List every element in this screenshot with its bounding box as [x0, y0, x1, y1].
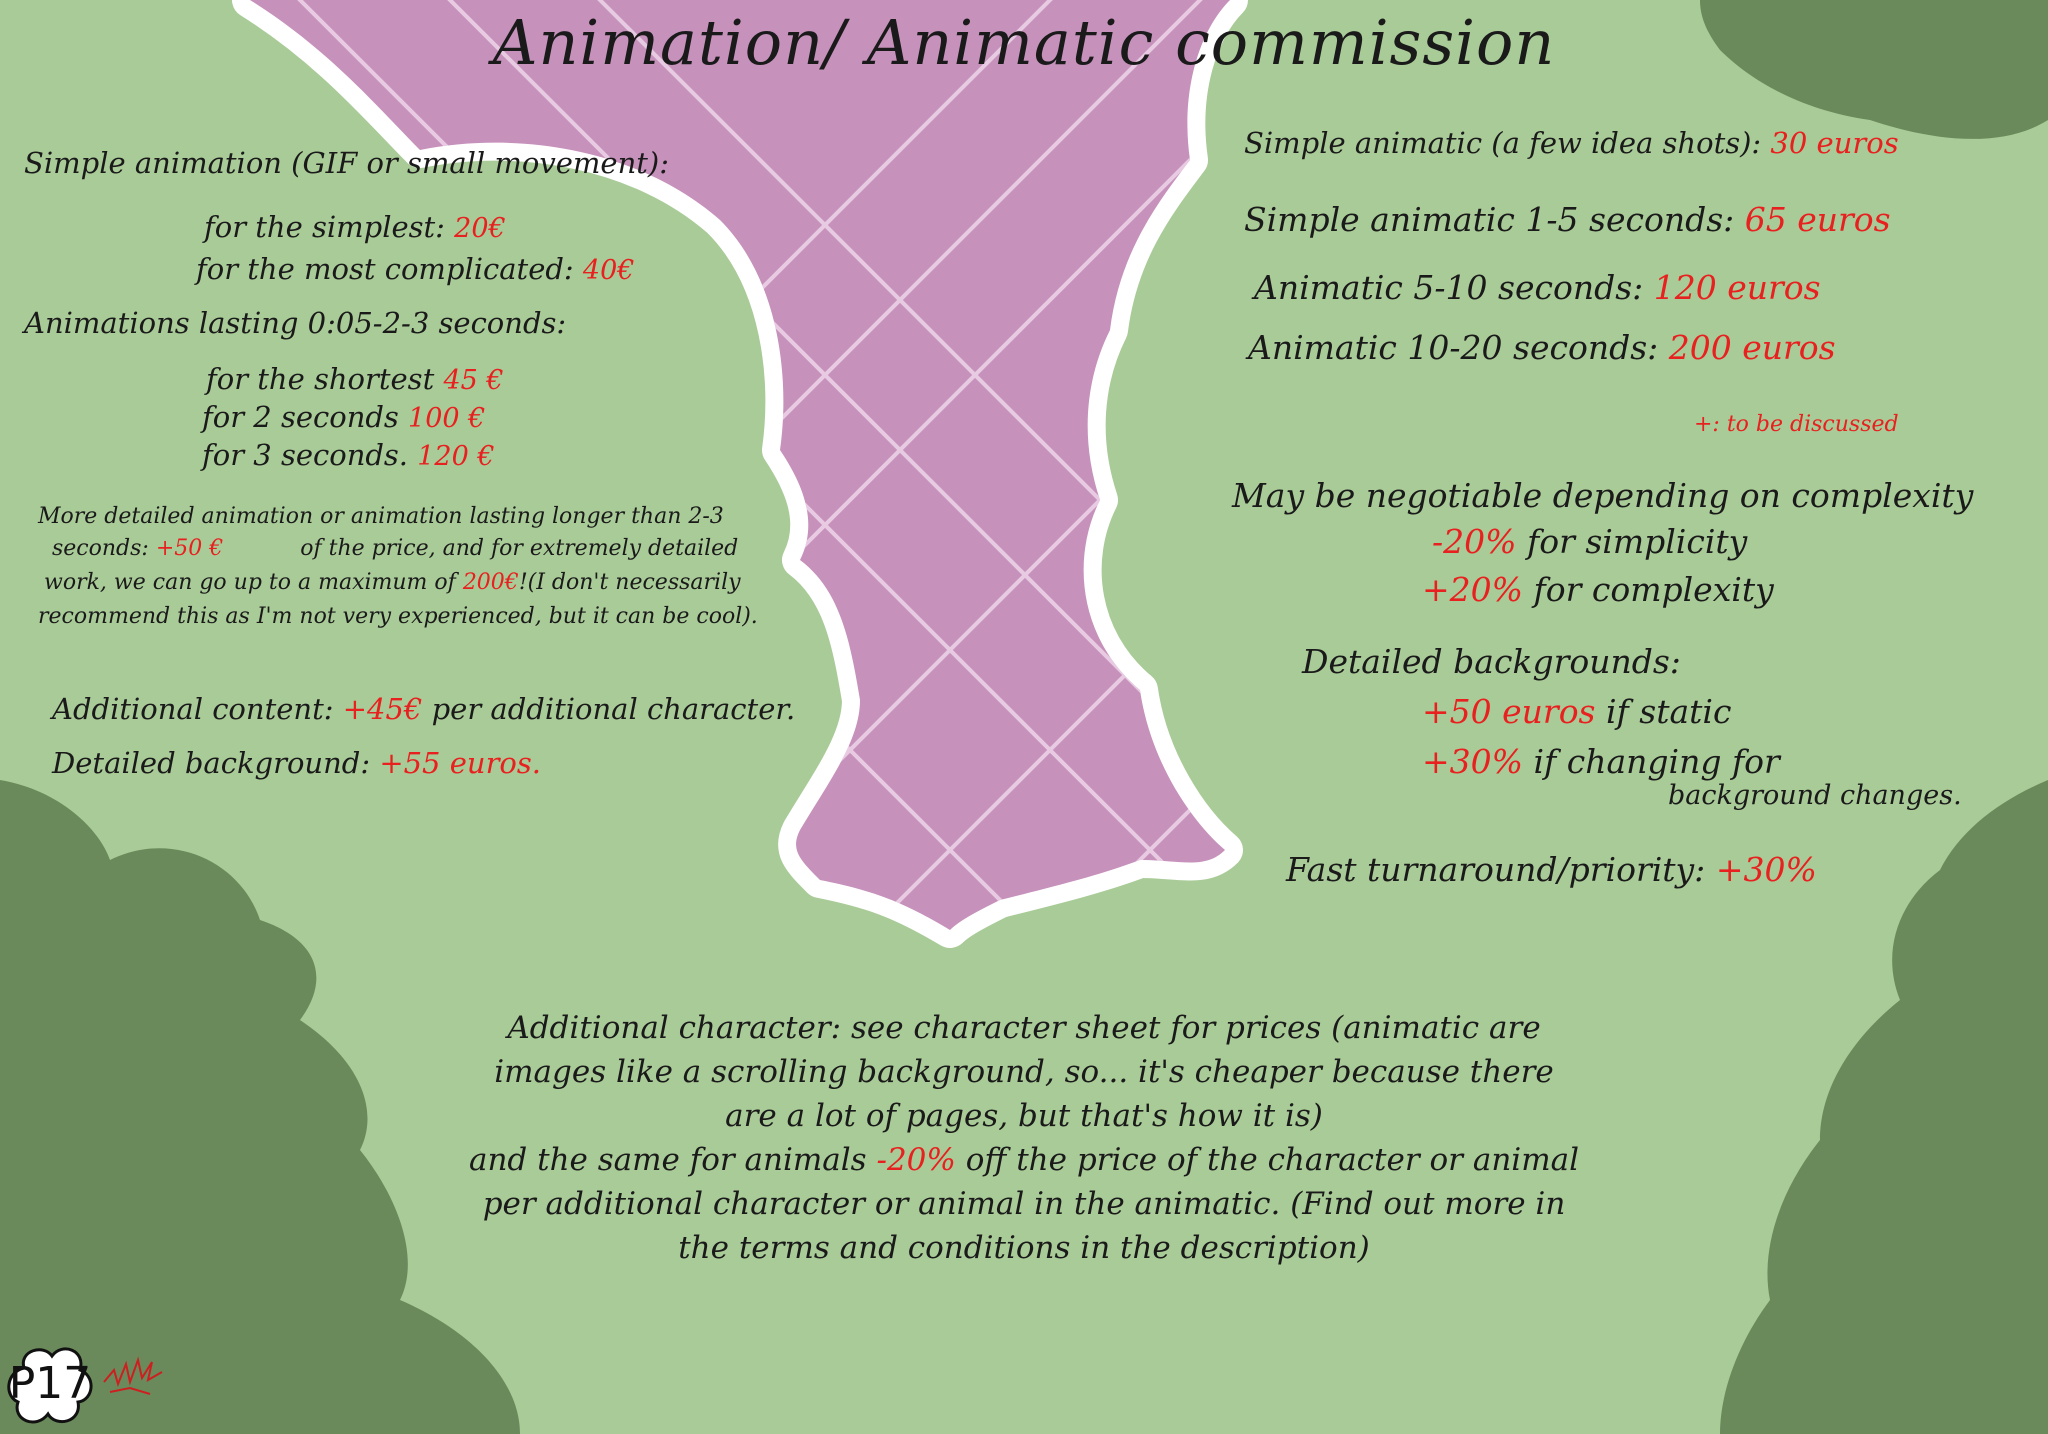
simple-1-5-row: Simple animatic 1-5 seconds: 65 euros [1244, 200, 1891, 239]
detail-line-3: work, we can go up to a maximum of 200€!(I don't necessarily [44, 570, 741, 595]
two-seconds-row [202, 400, 485, 434]
simple-animatic-price: 30 euros [1770, 126, 1899, 160]
animatic-5-10-row: Animatic 5-10 seconds: 120 euros [1254, 268, 1821, 307]
simplicity-row: -20% for simplicity [1432, 522, 1748, 561]
backgrounds-header: Detailed backgrounds: [1302, 642, 1681, 681]
simplest-price: 20€ [454, 213, 506, 244]
detail-line-4: recommend this as I'm not very experienced, but it can be cool). [38, 604, 758, 629]
animatic-10-20-price: 200 euros [1668, 328, 1836, 367]
fast-turnaround-pct: +30% [1715, 850, 1817, 889]
detail-extra-price: +50 € [155, 536, 224, 561]
fast-turnaround-row: Fast turnaround/priority: +30% [1286, 850, 1817, 889]
shortest-price: 45 € [443, 365, 504, 396]
complicated-label: for the most complicated: [196, 252, 574, 286]
complicated-price: 40€ [582, 255, 635, 286]
simple-animation-header: Simple animation (GIF or small movement): [24, 146, 670, 180]
changing-suffix: background changes. [1668, 780, 1962, 811]
detail-line-1: More detailed animation or animation lasting longer than 2-3 [38, 504, 724, 529]
animatic-5-10-price: 120 euros [1653, 268, 1821, 307]
animal-discount: -20% [876, 1142, 956, 1178]
two-seconds-label: for 2 seconds [202, 400, 399, 434]
changing-row: +30% if changing for [1422, 742, 1780, 781]
detailed-background-row [52, 746, 541, 780]
three-seconds-row [202, 438, 495, 472]
additional-content-row: Additional content: +45€ per additional character. [52, 692, 796, 726]
shortest-row [206, 362, 504, 396]
page-title: Animation/ Animatic commission [492, 6, 1556, 79]
simple-1-5-price: 65 euros [1744, 200, 1891, 239]
two-seconds-price: 100 € [408, 403, 486, 434]
shortest-label: for the shortest [206, 362, 435, 396]
three-seconds-price: 120 € [417, 441, 495, 472]
simplest-label: for the simplest: [204, 210, 445, 244]
signature-icon [100, 1342, 170, 1402]
three-seconds-label: for 3 seconds. [202, 438, 409, 472]
simplest-row [204, 210, 506, 244]
bottom-note: Additional character: see character sheet for prices (animatic are images like a scrolling background, so... it's cheaper because there are a lot of pages, but that's how it is) and the same for animals -20% off the price of the character or animal per additional character or animal in the animatic. (Find out more in the terms and conditions in the description) [468, 1010, 1580, 1266]
simple-animatic-row: Simple animatic (a few idea shots): 30 euros [1244, 126, 1899, 160]
static-row: +50 euros if static [1422, 692, 1732, 731]
detailed-background-label: Detailed background: [52, 746, 371, 780]
discuss-note: +: to be discussed [1694, 412, 1899, 437]
additional-content-price: +45€ [342, 692, 423, 726]
detail-max-price: 200€ [462, 570, 519, 595]
animatic-10-20-row: Animatic 10-20 seconds: 200 euros [1248, 328, 1836, 367]
complicated-row [196, 252, 634, 286]
additional-content-label: Additional content: [52, 692, 334, 726]
detail-line-2: seconds: +50 € of the price, and for extremely detailed [52, 536, 739, 561]
detailed-background-price: +55 euros. [379, 746, 541, 780]
page-number: P17 [8, 1358, 92, 1409]
complexity-row: +20% for complexity [1422, 570, 1774, 609]
lasting-header: Animations lasting 0:05-2-3 seconds: [24, 306, 567, 340]
negotiable-text: May be negotiable depending on complexity [1232, 476, 1974, 515]
